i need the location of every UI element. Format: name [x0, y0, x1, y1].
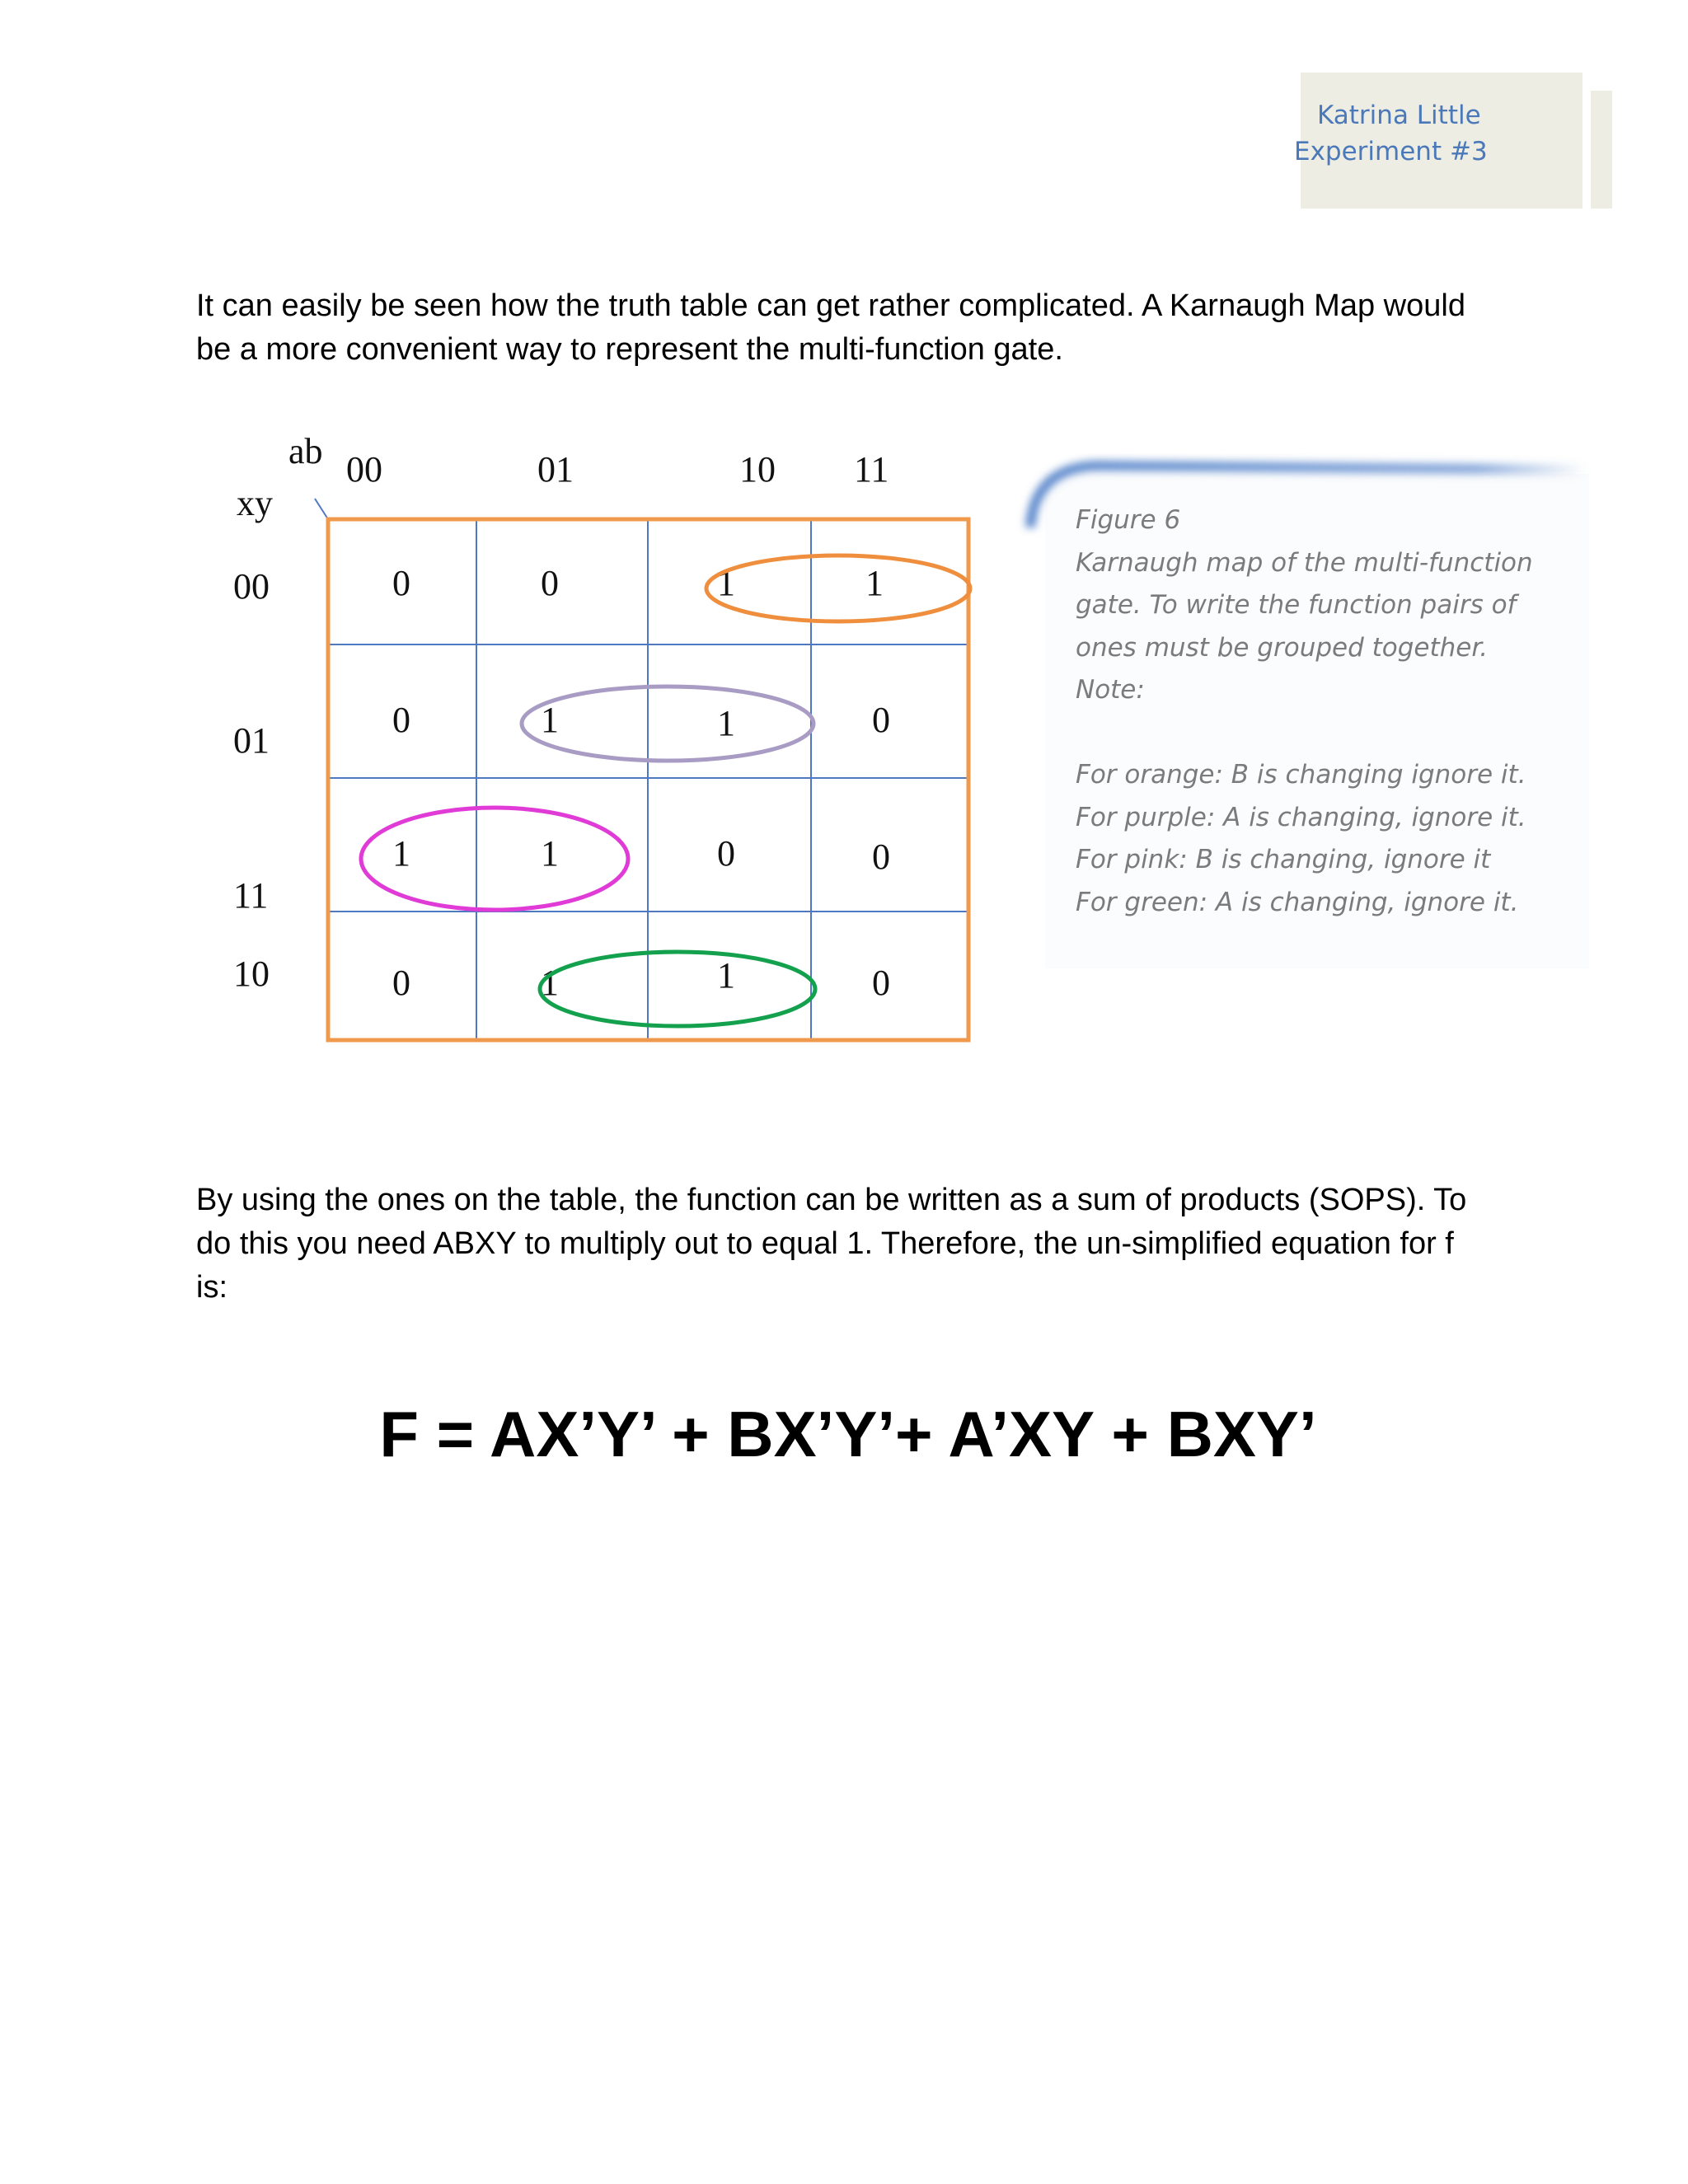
cell-r1-c2: 1	[717, 703, 735, 743]
caption-note-pink: For pink: B is changing, ignore it	[1076, 845, 1491, 874]
caption-note-orange: For orange: B is changing ignore it.	[1076, 760, 1526, 790]
col-label-01: 01	[537, 449, 574, 490]
cell-r1-c1: 1	[541, 700, 559, 740]
caption-line: gate. To write the function pairs of	[1076, 590, 1517, 620]
intro-paragraph: It can easily be seen how the truth table can get rather complicated. A Karnaugh Map would be a more convenient way to represent the multi-function gate.	[196, 288, 1465, 367]
sop-paragraph: By using the ones on the table, the function can be written as a sum of products (SOPS). To do this you need ABXY to multiply out to equal 1. Therefore, the un-simplified equation for f is:	[196, 1183, 1467, 1305]
figure-caption	[1076, 499, 1587, 924]
author-name: Katrina Little	[1317, 101, 1481, 130]
caption-note-purple: For purple: A is changing, ignore it.	[1076, 802, 1526, 832]
cell-r3-c0: 0	[392, 963, 410, 1003]
row-label-10: 10	[233, 954, 270, 994]
caption-note-green: For green: A is changing, ignore it.	[1076, 887, 1519, 917]
col-label-11: 11	[854, 449, 889, 490]
cell-r0-c0: 0	[392, 563, 410, 603]
cell-r1-c0: 0	[392, 700, 410, 740]
caption-spacer	[1076, 712, 1587, 755]
cell-r0-c1: 0	[541, 563, 559, 603]
cell-r3-c3: 0	[872, 963, 890, 1003]
row-label-00: 00	[233, 566, 270, 607]
caption-line: Note:	[1076, 675, 1145, 705]
cell-r0-c2: 1	[717, 563, 735, 603]
col-label-00: 00	[346, 449, 382, 490]
col-label-10: 10	[739, 449, 776, 490]
caption-line: Karnaugh map of the multi-function	[1076, 547, 1533, 578]
cell-r3-c2: 1	[717, 955, 735, 996]
cell-r0-c3: 1	[865, 563, 884, 603]
caption-line: ones must be grouped together.	[1076, 632, 1489, 663]
cell-r2-c1: 1	[541, 833, 559, 874]
col-var-label: ab	[288, 431, 323, 471]
row-label-11: 11	[233, 875, 269, 916]
experiment-label: Experiment #3	[1294, 137, 1488, 166]
cell-r1-c3: 0	[872, 700, 890, 740]
cell-r2-c3: 0	[872, 837, 890, 877]
equation: F = AX’Y’ + BX’Y’+ A’XY + BXY’	[379, 1398, 1317, 1470]
row-label-01: 01	[233, 720, 270, 761]
caption-title: Figure 6	[1076, 505, 1181, 535]
cell-r2-c2: 0	[717, 833, 735, 874]
cell-r2-c0: 1	[392, 833, 410, 874]
cell-r3-c1: 1	[541, 963, 559, 1003]
row-var-label: xy	[237, 483, 273, 523]
